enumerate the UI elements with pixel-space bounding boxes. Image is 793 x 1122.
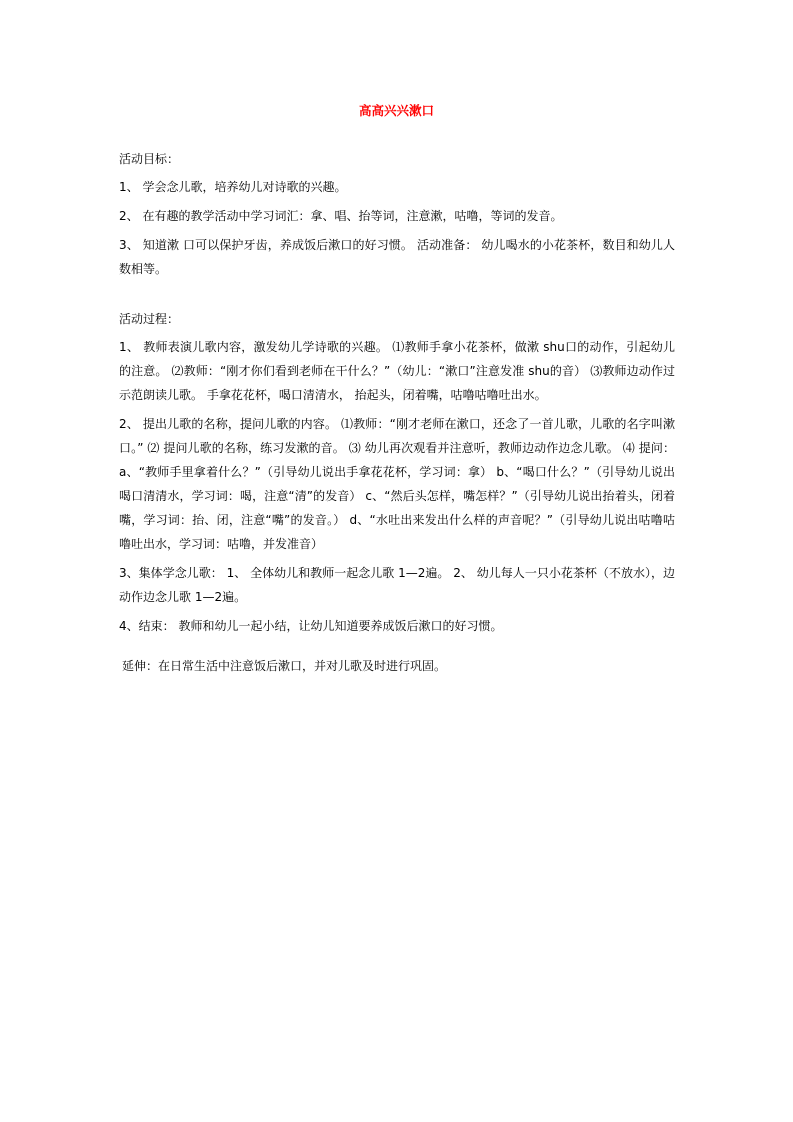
process-step-4: 4、结束： 教师和幼儿一起小结，让幼儿知道要养成饭后漱口的好习惯。 xyxy=(119,619,503,633)
document-title: 高高兴兴漱口 xyxy=(358,103,434,118)
process-step-3: 3、集体学念儿歌： 1、 全体幼儿和教师一起念儿歌 1—2遍。 2、 幼儿每人一只小花茶杯（不放水），边动作边念儿歌 1—2遍。 xyxy=(119,566,675,604)
process-step-1: 1、 教师表演儿歌内容，激发幼儿学诗歌的兴趣。 ⑴教师手拿小花茶杯，做漱 shu口的动作，引起幼儿的注意。 ⑵教师：“刚才你们看到老师在干什么？”（幼儿：“漱口”注意发准 shu的音） ⑶教师边动作过示范朗读儿歌。 手拿花花杯，喝口清清水， 抬起头，闭着嘴，咕噜咕噜吐出水。 xyxy=(119,340,675,402)
goal-item-3: 3、 知道漱 口可以保护牙齿，养成饭后漱口的好习惯。 活动准备： 幼儿喝水的小花茶杯，数目和幼儿人数相等。 xyxy=(119,238,675,276)
goals-heading: 活动目标： xyxy=(119,152,180,166)
extension-paragraph: 延伸：在日常生活中注意饭后漱口，并对儿歌及时进行巩固。 xyxy=(122,659,447,673)
goal-item-2: 2、 在有趣的教学活动中学习词汇：拿、唱、抬等词，注意漱，咕噜，等词的发音。 xyxy=(119,209,563,223)
document-body xyxy=(119,147,675,678)
process-step-2: 2、 提出儿歌的名称，提问儿歌的内容。 ⑴教师：“刚才老师在漱口，还念了一首儿歌，儿歌的名字叫漱口。” ⑵ 提问儿歌的名称，练习发漱的音。 ⑶ 幼儿再次观看并注意听，教师边动作边念儿歌。 ⑷ 提问： a、“教师手里拿着什么？”（引导幼儿说出手拿花花杯，学习词：拿） b、“喝口什么？”（引导幼儿说出喝口清清水，学习词：喝，注意“清”的发音） c、“然后头怎样，嘴怎样？”（引导幼儿说出抬着头，闭着嘴，学习词：抬、闭，注意“嘴”的发音。） d、“水吐出来发出什么样的声音呢？”（引导幼儿说出咕噜咕噜吐出水，学习词：咕噜，并发准音） xyxy=(119,417,675,551)
process-heading: 活动过程： xyxy=(119,312,180,326)
goal-item-1: 1、 学会念儿歌，培养幼儿对诗歌的兴趣。 xyxy=(119,180,347,194)
